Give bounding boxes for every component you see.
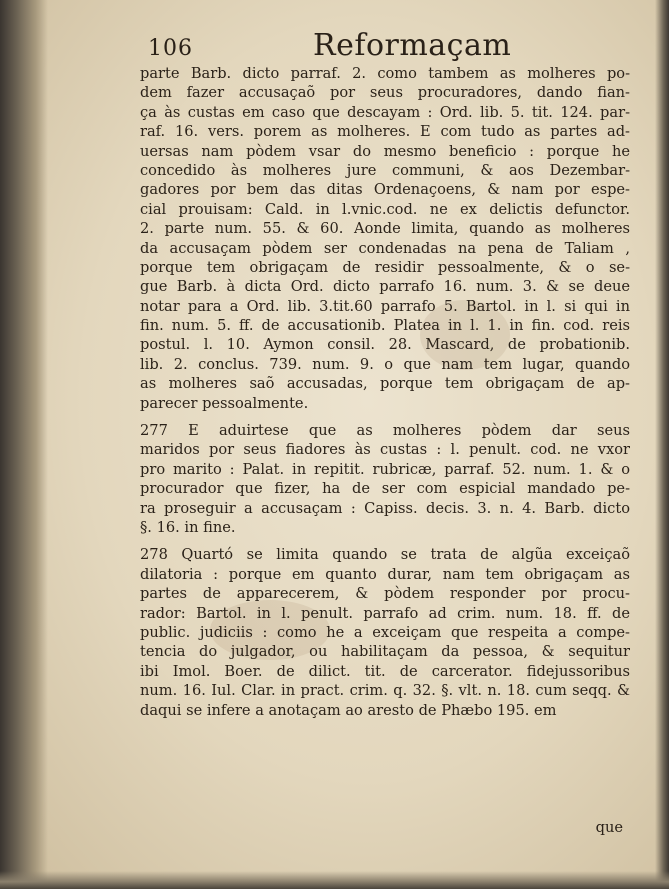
text-line: cial prouisam: Cald. in l.vnic.cod. ne ex delictis defunctor. — [140, 200, 630, 218]
text-line: da accusaçam pòdem ser condenadas na pena de Taliam , — [140, 239, 630, 257]
text-line: partes de apparecerem, & pòdem responder por procu- — [140, 585, 630, 603]
text-line: procurador que fizer, ha de ser com espicial mandado pe- — [140, 480, 630, 498]
catchword: que — [595, 819, 623, 836]
text-line: parecer pessoalmente. — [140, 394, 309, 412]
running-title: Reformaçam — [313, 28, 512, 63]
text-line: public. judiciis : como he a exceiçam que respeita a compe- — [140, 623, 630, 641]
text-line: lib. 2. conclus. 739. num. 9. o que nam tem lugar, quando — [140, 355, 630, 373]
paragraph-278 — [140, 545, 630, 720]
text-line: §. 16. in fine. — [140, 518, 236, 536]
text-line: daqui se infere a anotaçam ao aresto de Phæbo 195. em — [140, 701, 557, 719]
text-line: gadores por bem das ditas Ordenaçoens, & nam por espe- — [140, 181, 630, 199]
text-line: dem fazer accusaçaõ por seus procuradores, dando fian- — [140, 84, 630, 102]
book-gutter-shadow — [0, 0, 48, 889]
text-line: raf. 16. vers. porem as molheres. E com tudo as partes ad- — [140, 123, 630, 141]
text-line: 278 Quartó se limita quando se trata de algũa exceiçaõ — [140, 546, 630, 564]
text-line: fin. num. 5. ff. de accusationib. Platea in l. 1. in fin. cod. reis — [140, 317, 630, 335]
text-line: uersas nam pòdem vsar do mesmo beneficio : porque he — [140, 142, 630, 160]
text-line: gue Barb. à dicta Ord. dicto parrafo 16. num. 3. & se deue — [140, 278, 630, 296]
text-line: pro marito : Palat. in repitit. rubricæ, parraf. 52. num. 1. & o — [140, 460, 630, 478]
paragraph-continued — [140, 64, 630, 413]
page-edge-right — [655, 0, 669, 889]
text-line: maridos por seus fiadores às custas : l. penult. cod. ne vxor — [140, 441, 630, 459]
text-line: 2. parte num. 55. & 60. Aonde limita, quando as molheres — [140, 220, 630, 238]
text-line: postul. l. 10. Aymon consil. 28. Mascard, de probationib. — [140, 336, 630, 354]
text-line: rador: Bartol. in l. penult. parrafo ad crim. num. 18. ff. de — [140, 604, 630, 622]
text-line: porque tem obrigaçam de residir pessoalmente, & o se- — [140, 258, 630, 276]
text-line: as molheres saõ accusadas, porque tem obrigaçam de ap- — [140, 375, 630, 393]
text-line: parte Barb. dicto parraf. 2. como tambem as molheres po- — [140, 65, 630, 82]
text-line: tencia do julgador, ou habilitaçam da pessoa, & sequitur — [140, 643, 630, 661]
text-line: concedido às molheres jure communi, & aos Dezembar- — [140, 161, 630, 179]
text-line: ça às custas em caso que descayam : Ord. lib. 5. tit. 124. par- — [140, 103, 630, 121]
page-header — [148, 28, 628, 68]
text-line: ra proseguir a accusaçam : Capiss. decis. 3. n. 4. Barb. dicto — [140, 499, 630, 517]
page-edge-bottom — [0, 871, 669, 889]
page-number: 106 — [148, 36, 193, 61]
body-text — [140, 64, 630, 720]
text-line: ibi Imol. Boer. de dilict. tit. de carcerator. fidejussoribus — [140, 662, 630, 680]
paragraph-277 — [140, 421, 630, 537]
text-line: 277 E aduirtese que as molheres pòdem dar seus — [140, 422, 630, 440]
text-line: notar para a Ord. lib. 3.tit.60 parrafo 5. Bartol. in l. si qui in — [140, 297, 630, 315]
text-line: dilatoria : porque em quanto durar, nam tem obrigaçam as — [140, 565, 630, 583]
text-line: num. 16. Iul. Clar. in pract. crim. q. 32. §. vlt. n. 18. cum seqq. & — [140, 682, 630, 700]
